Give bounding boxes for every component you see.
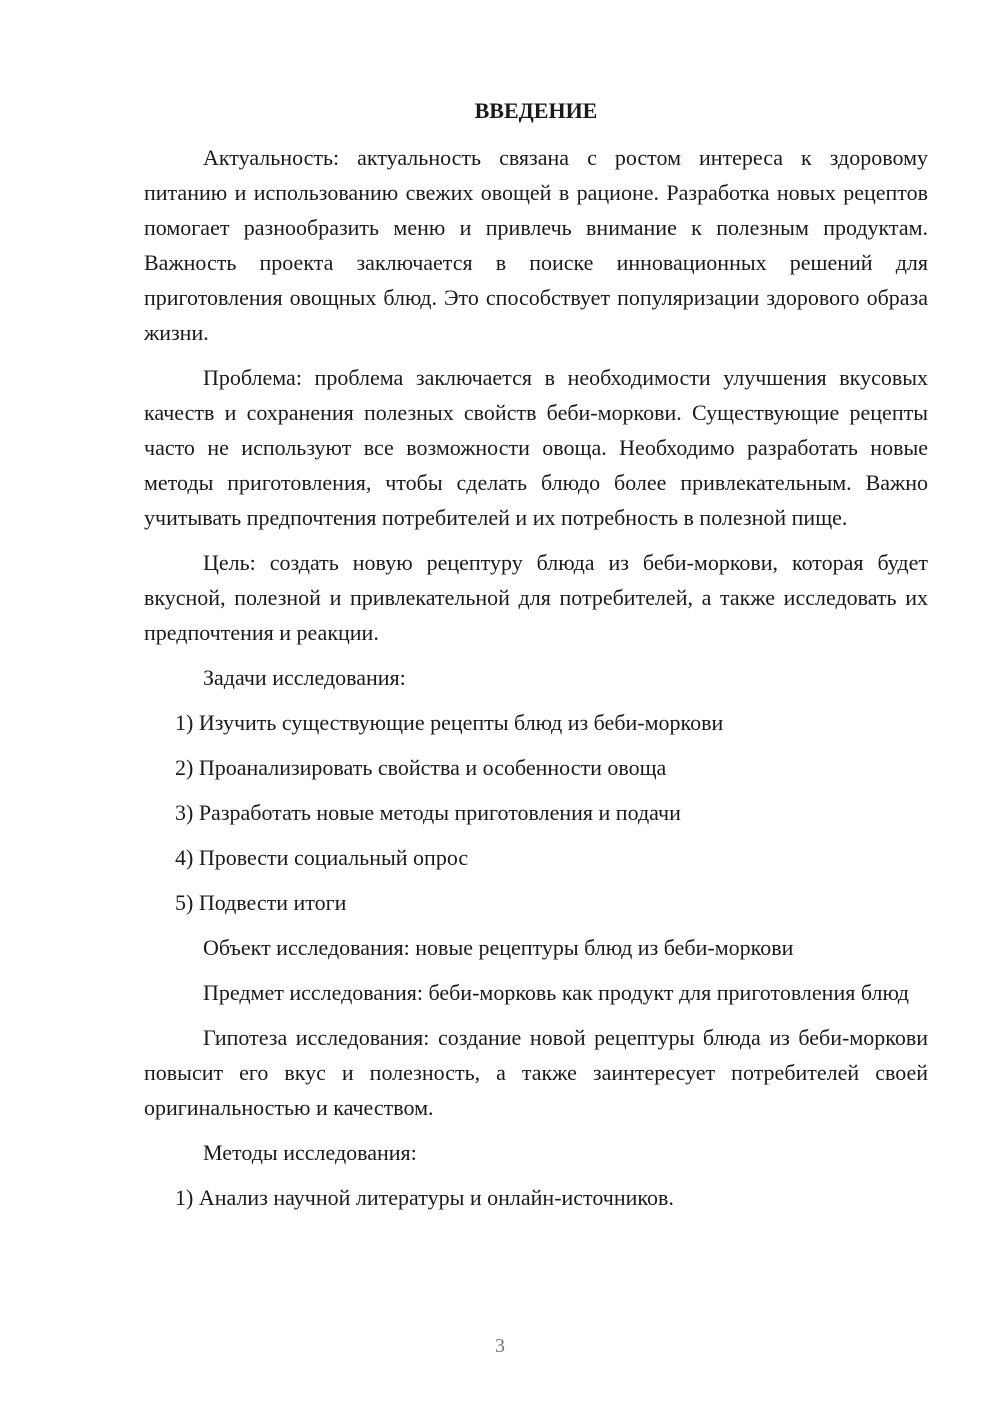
relevance-paragraph: Актуальность: актуальность связана с ростом интереса к здоровому питанию и использованию свежих овощей в рационе. Разработка новых рецептов помогает разнообразить меню и привлечь внимание к полезным продуктам. Важность проекта заключается в поиске инновационных решений для приготовления овощных блюд. Это способствует популяризации здорового образа жизни. bbox=[144, 145, 928, 345]
methods-heading: Методы исследования: bbox=[203, 1140, 417, 1165]
object-paragraph: Объект исследования: новые рецептуры блюд из беби-моркови bbox=[203, 935, 794, 960]
subject-paragraph: Предмет исследования: беби-морковь как продукт для приготовления блюд bbox=[203, 980, 909, 1005]
page-number: 3 bbox=[495, 1335, 505, 1357]
methods-list bbox=[144, 1180, 928, 1215]
goal-paragraph: Цель: создать новую рецептуру блюда из беби-моркови, которая будет вкусной, полезной и привлекательной для потребителей, а также исследовать их предпочтения и реакции. bbox=[144, 550, 928, 645]
hypothesis-paragraph: Гипотеза исследования: создание новой рецептуры блюда из беби-моркови повысит его вкус и полезность, а также заинтересует потребителей своей оригинальностью и качеством. bbox=[144, 1025, 928, 1120]
list-item: 4) Провести социальный опрос bbox=[175, 845, 469, 870]
list-item: 3) Разработать новые методы приготовления и подачи bbox=[175, 800, 681, 825]
list-item: 1) Изучить существующие рецепты блюд из беби-моркови bbox=[175, 710, 724, 735]
page-content bbox=[144, 98, 928, 1215]
list-item: 2) Проанализировать свойства и особенности овоща bbox=[175, 755, 667, 780]
tasks-heading: Задачи исследования: bbox=[203, 665, 406, 690]
section-title: ВВЕДЕНИЕ bbox=[474, 98, 598, 123]
problem-paragraph: Проблема: проблема заключается в необходимости улучшения вкусовых качеств и сохранения полезных свойств беби-моркови. Существующие рецепты часто не используют все возможности овоща. Необходимо разработать новые методы приготовления, чтобы сделать блюдо более привлекательным. Важно учитывать предпочтения потребителей и их потребность в полезной пище. bbox=[144, 365, 928, 530]
list-item: 1) Анализ научной литературы и онлайн-источников. bbox=[175, 1185, 674, 1210]
tasks-list bbox=[144, 705, 928, 920]
list-item: 5) Подвести итоги bbox=[175, 890, 347, 915]
